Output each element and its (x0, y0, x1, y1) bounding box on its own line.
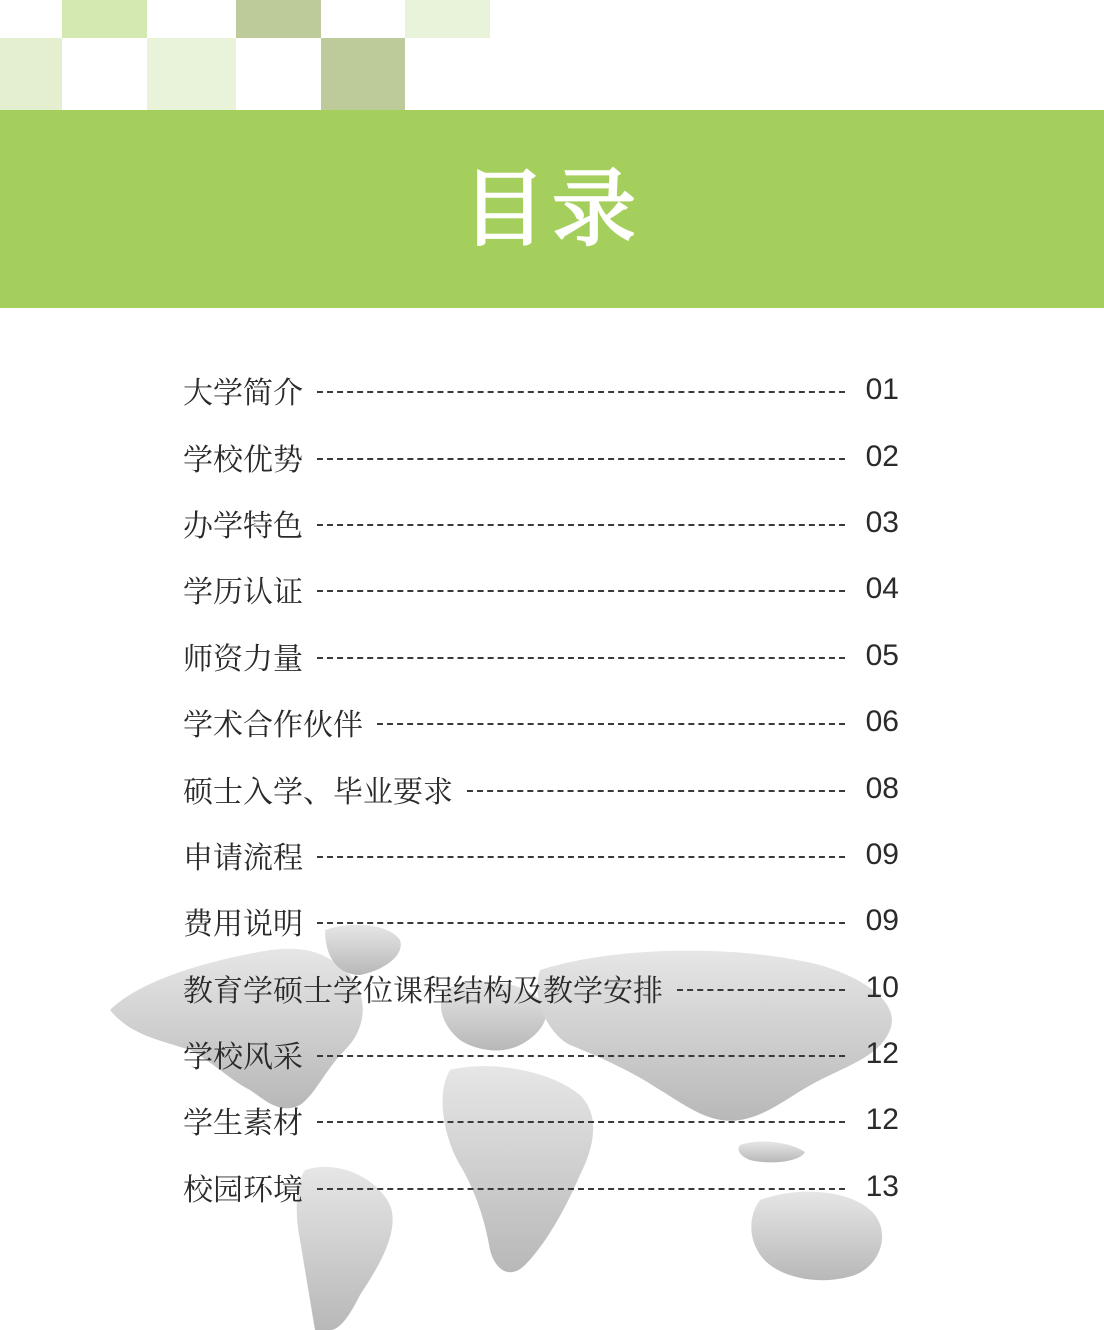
toc-page-number: 09 (865, 904, 899, 938)
toc-leader (377, 723, 845, 725)
decor-tile (0, 38, 62, 110)
toc-page-number: 01 (865, 373, 899, 407)
toc-page-number: 04 (865, 572, 899, 606)
toc-leader (317, 458, 845, 460)
toc-title: 学生素材 (183, 1106, 303, 1142)
toc-title: 大学简介 (183, 376, 303, 412)
toc-page-number: 03 (865, 505, 899, 539)
toc-page-number: 02 (865, 439, 899, 473)
toc-page-number: 10 (865, 970, 899, 1004)
decor-tile (147, 38, 236, 110)
toc-leader (317, 922, 845, 924)
toc-title: 办学特色 (183, 508, 303, 544)
toc-row[interactable] (183, 822, 899, 888)
toc-row[interactable] (183, 689, 899, 755)
toc-page-number: 13 (865, 1169, 899, 1203)
toc-page-number: 06 (865, 705, 899, 739)
toc-leader (317, 1121, 845, 1123)
toc-leader (467, 790, 845, 792)
toc-title: 学校优势 (183, 442, 303, 478)
toc-row[interactable] (183, 1087, 899, 1153)
toc-row[interactable] (183, 556, 899, 622)
toc-leader (317, 1188, 845, 1190)
toc-row[interactable] (183, 423, 899, 489)
toc-title: 学术合作伙伴 (183, 708, 363, 744)
toc-row[interactable] (183, 623, 899, 689)
toc-title: 硕士入学、毕业要求 (183, 774, 453, 810)
toc-leader (317, 1055, 845, 1057)
decor-tile (62, 0, 147, 38)
toc-row[interactable] (183, 490, 899, 556)
page-title: 目录 (461, 160, 642, 258)
toc-row[interactable] (183, 1021, 899, 1087)
toc-leader (317, 524, 845, 526)
toc-title: 教育学硕士学位课程结构及教学安排 (183, 973, 663, 1009)
toc-row[interactable] (183, 357, 899, 423)
title-banner (0, 110, 1104, 308)
toc-row[interactable] (183, 755, 899, 821)
toc-leader (317, 391, 845, 393)
toc-page-number: 12 (865, 1037, 899, 1071)
decor-tile (321, 38, 405, 110)
toc-title: 师资力量 (183, 641, 303, 677)
toc-row[interactable] (183, 888, 899, 954)
toc-title: 申请流程 (183, 840, 303, 876)
toc-page-number: 12 (865, 1103, 899, 1137)
decor-tile (405, 0, 490, 38)
toc-row[interactable] (183, 955, 899, 1021)
toc-page-number: 09 (865, 837, 899, 871)
toc-leader (317, 590, 845, 592)
toc-title: 费用说明 (183, 907, 303, 943)
toc-title: 学历认证 (183, 575, 303, 611)
toc-row[interactable] (183, 1154, 899, 1220)
table-of-contents (183, 357, 899, 1220)
toc-page-number: 05 (865, 638, 899, 672)
toc-title: 学校风采 (183, 1040, 303, 1076)
toc-leader (317, 856, 845, 858)
toc-leader (677, 989, 845, 991)
toc-title: 校园环境 (183, 1172, 303, 1208)
toc-leader (317, 657, 845, 659)
decor-tile (236, 0, 321, 38)
toc-page-number: 08 (865, 771, 899, 805)
